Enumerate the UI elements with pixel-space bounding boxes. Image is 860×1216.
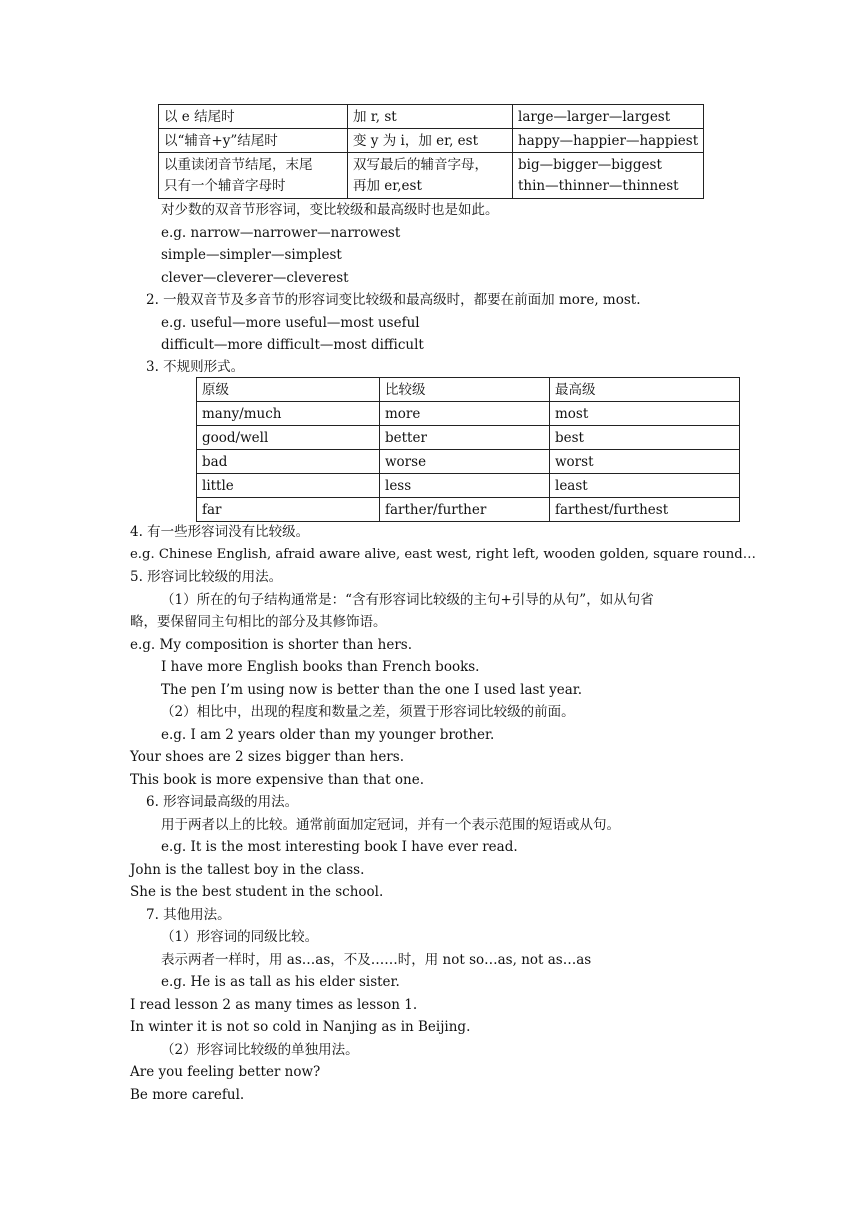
- table-cell: 加 r, st: [348, 105, 513, 129]
- table-header-row: [197, 378, 740, 402]
- example-line: e.g. My composition is shorter than hers.: [130, 637, 413, 653]
- table-cell: 双写最后的辅音字母， 再加 er,est: [348, 153, 513, 199]
- section-heading: 6. 形容词最高级的用法。: [146, 794, 299, 810]
- table-row: [197, 498, 740, 522]
- example-line: clever—cleverer—cleverest: [161, 270, 349, 286]
- table-cell: farthest/furthest: [550, 498, 740, 522]
- example-line: e.g. useful—more useful—most useful: [161, 315, 420, 331]
- example-line: e.g. I am 2 years older than my younger brother.: [161, 727, 495, 743]
- example-line: In winter it is not so cold in Nanjing as in Beijing.: [130, 1019, 471, 1035]
- example-line: I read lesson 2 as many times as lesson 1.: [130, 997, 418, 1013]
- example-line: Your shoes are 2 sizes bigger than hers.: [130, 749, 404, 765]
- table-cell: 以“辅音+y”结尾时: [159, 129, 348, 153]
- example-line: difficult—more difficult—most difficult: [161, 337, 424, 353]
- table-cell: 变 y 为 i，加 er, est: [348, 129, 513, 153]
- example-line: John is the tallest boy in the class.: [130, 862, 365, 878]
- table-cell: less: [380, 474, 550, 498]
- section-heading: 2. 一般双音节及多音节的形容词变比较级和最高级时，都要在前面加 more, most.: [146, 292, 641, 308]
- table-cell: many/much: [197, 402, 380, 426]
- table-row: [197, 474, 740, 498]
- column-header: 最高级: [550, 378, 740, 402]
- example-line: Are you feeling better now?: [130, 1064, 321, 1080]
- example-line: e.g. He is as tall as his elder sister.: [161, 974, 400, 990]
- table-row: [159, 153, 704, 199]
- table-row: [159, 129, 704, 153]
- body-text-line: （2）形容词比较级的单独用法。: [161, 1042, 359, 1058]
- example-line: e.g. It is the most interesting book I have ever read.: [161, 839, 518, 855]
- example-line: The pen I’m using now is better than the one I used last year.: [161, 682, 583, 698]
- example-line: simple—simpler—simplest: [161, 247, 342, 263]
- table-cell: least: [550, 474, 740, 498]
- column-header: 原级: [197, 378, 380, 402]
- table-row: [197, 402, 740, 426]
- table-cell: more: [380, 402, 550, 426]
- table-cell: 以 e 结尾时: [159, 105, 348, 129]
- example-line: She is the best student in the school.: [130, 884, 384, 900]
- body-text-line: 略，要保留同主句相比的部分及其修饰语。: [130, 614, 387, 630]
- section-heading: 5. 形容词比较级的用法。: [130, 569, 283, 585]
- section-heading: 3. 不规则形式。: [146, 359, 245, 375]
- column-header: 比较级: [380, 378, 550, 402]
- table-row: [197, 450, 740, 474]
- table-cell: better: [380, 426, 550, 450]
- table-cell: good/well: [197, 426, 380, 450]
- table-row: [197, 426, 740, 450]
- example-line: Be more careful.: [130, 1087, 245, 1103]
- table-cell: bad: [197, 450, 380, 474]
- example-line: This book is more expensive than that one.: [130, 772, 425, 788]
- body-text-line: 用于两者以上的比较。通常前面加定冠词，并有一个表示范围的短语或从句。: [161, 817, 620, 833]
- section-heading: 4. 有一些形容词没有比较级。: [130, 524, 310, 540]
- table-cell: far: [197, 498, 380, 522]
- example-line: e.g. Chinese English, afraid aware alive, east west, right left, wooden golden, square round…: [130, 547, 756, 562]
- formation-rules-table: [158, 104, 704, 199]
- table-cell: most: [550, 402, 740, 426]
- table-row: [159, 105, 704, 129]
- irregular-forms-table: [196, 377, 740, 522]
- example-line: e.g. narrow—narrower—narrowest: [161, 225, 401, 241]
- table-cell: large—larger—largest: [513, 105, 704, 129]
- body-text-line: 对少数的双音节形容词，变比较级和最高级时也是如此。: [161, 202, 499, 218]
- table-cell: best: [550, 426, 740, 450]
- section-heading: 7. 其他用法。: [146, 907, 231, 923]
- table-cell: 以重读闭音节结尾，末尾 只有一个辅音字母时: [159, 153, 348, 199]
- body-text-line: （1）所在的句子结构通常是：“含有形容词比较级的主句+引导的从句”，如从句省: [161, 592, 654, 608]
- body-text-line: （1）形容词的同级比较。: [161, 929, 319, 945]
- table-cell: farther/further: [380, 498, 550, 522]
- table-cell: big—bigger—biggest thin—thinner—thinnest: [513, 153, 704, 199]
- table-cell: worse: [380, 450, 550, 474]
- table-cell: little: [197, 474, 380, 498]
- body-text-line: 表示两者一样时，用 as…as，不及……时，用 not so…as, not as…as: [161, 952, 592, 968]
- table-cell: worst: [550, 450, 740, 474]
- table-cell: happy—happier—happiest: [513, 129, 704, 153]
- body-text-line: （2）相比中，出现的程度和数量之差，须置于形容词比较级的前面。: [161, 704, 575, 720]
- example-line: I have more English books than French books.: [161, 659, 480, 675]
